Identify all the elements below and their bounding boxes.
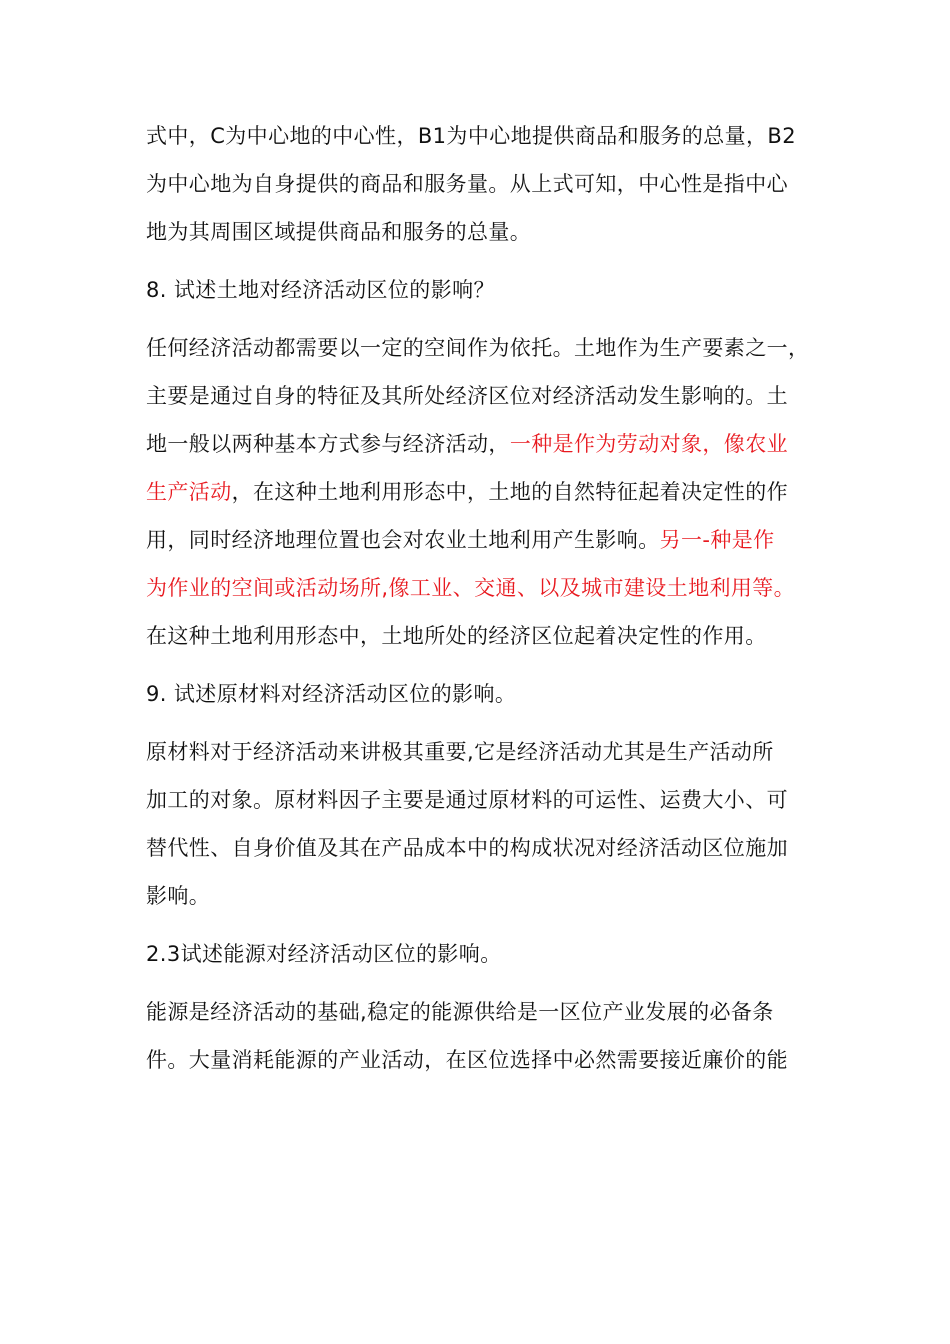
text-line: 件。大量消耗能源的产业活动，在区位选择中必然需要接近廉价的能	[146, 1048, 788, 1072]
text-line: 为中心地为自身提供的商品和服务量。从上式可知，中心性是指中心	[146, 172, 788, 196]
question-2-3-heading: 2.3试述能源对经济活动区位的影响。	[146, 942, 502, 966]
text-line: 在这种土地利用形态中，土地所处的经济区位起着决定性的作用。	[146, 624, 767, 648]
document-page	[146, 112, 822, 1084]
paragraph-energy	[146, 988, 822, 1084]
text-line: 加工的对象。原材料因子主要是通过原材料的可运性、运费大小、可	[146, 788, 788, 812]
highlighted-text-line: 为作业的空间或活动场所,像工业、交通、以及城市建设土地利用等。	[146, 576, 796, 600]
text-line: 任何经济活动都需要以一定的空间作为依托。土地作为生产要素之一，	[146, 336, 810, 360]
text-line: 影响。	[146, 884, 211, 908]
text-line	[146, 468, 822, 516]
highlighted-text: 一种是作为劳动对象，像农业	[509, 432, 789, 456]
highlighted-text: 另一-种是作	[659, 528, 775, 552]
text-line: 原材料对于经济活动来讲极其重要,它是经济活动尤其是生产活动所	[146, 740, 774, 764]
text-line	[146, 516, 822, 564]
text-line: 能源是经济活动的基础,稳定的能源供给是一区位产业发展的必备条	[146, 1000, 774, 1024]
text-line: 式中，C为中心地的中心性，B1为中心地提供商品和服务的总量，B2	[146, 124, 796, 148]
text-line: 主要是通过自身的特征及其所处经济区位对经济活动发生影响的。土	[146, 384, 788, 408]
text-line: 地为其周围区域提供商品和服务的总量。	[146, 220, 532, 244]
text-span: ，在这种土地利用形态中，土地的自然特征起着决定性的作	[231, 480, 789, 504]
text-line: 替代性、自身价值及其在产品成本中的构成状况对经济活动区位施加	[146, 836, 788, 860]
text-line	[146, 420, 822, 468]
text-span: 用，同时经济地理位置也会对农业土地利用产生影响。	[146, 528, 660, 552]
question-9-heading: 9. 试述原材料对经济活动区位的影响。	[146, 682, 517, 706]
paragraph-central-place	[146, 112, 822, 256]
paragraph-raw-materials	[146, 728, 822, 920]
text-span: 地一般以两种基本方式参与经济活动，	[146, 432, 510, 456]
paragraph-land	[146, 324, 822, 660]
question-8-heading: 8. 试述土地对经济活动区位的影响？	[146, 278, 495, 302]
highlighted-text: 生产活动	[146, 480, 232, 504]
